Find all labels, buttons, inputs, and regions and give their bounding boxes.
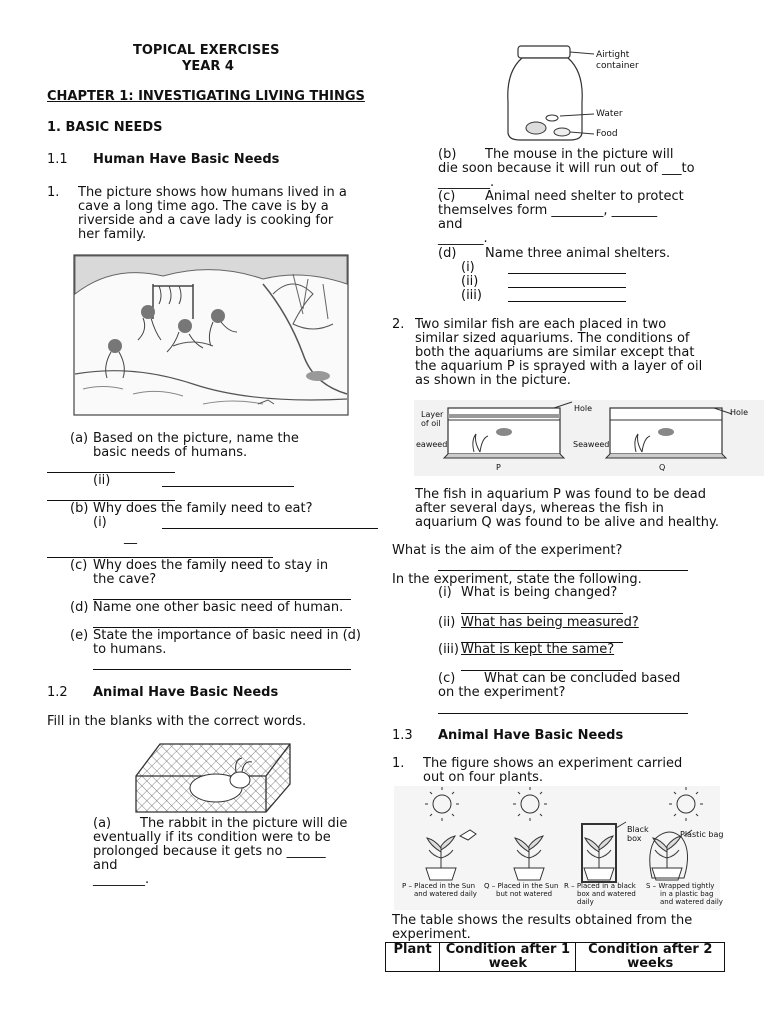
aquarium-label: Seaweed <box>573 440 610 449</box>
question-label: (d) <box>438 246 457 261</box>
question-text-line: riverside and a cave lady is cooking for <box>78 213 334 228</box>
question-text-line: prolonged because it gets no ______ <box>93 844 326 859</box>
paragraph-line: The table shows the results obtained from the <box>392 913 693 928</box>
plant-caption: box and watered <box>577 890 636 898</box>
jar-label: container <box>596 61 639 71</box>
question-text-line: The figure shows an experiment carried <box>423 756 683 771</box>
question-text: What is the aim of the experiment? <box>392 543 623 558</box>
question-text-line: to humans. <box>93 642 167 657</box>
question-text: Why does the family need to eat? <box>93 501 313 516</box>
subsection-number: 1.1 <box>47 152 68 167</box>
question-text-line: the aquarium P is sprayed with a layer of oil <box>415 359 703 374</box>
worksheet-title: TOPICAL EXERCISES <box>133 43 280 58</box>
question-text-line: her family. <box>78 227 147 242</box>
aquarium-label: eaweed <box>416 440 448 449</box>
answer-label: (i) <box>93 515 107 530</box>
question-text-line: cave a long time ago. The cave is by a <box>78 199 329 214</box>
question-text-line: The mouse in the picture will <box>485 147 674 162</box>
answer-line <box>508 301 626 302</box>
answer-line <box>162 486 294 487</box>
answer-line <box>508 287 626 288</box>
subsection-heading: Human Have Basic Needs <box>93 152 280 167</box>
question-text-line: both the aquariums are similar except that <box>415 345 695 360</box>
question-text-line: basic needs of humans. <box>93 445 248 460</box>
question-label: (a) <box>70 431 89 446</box>
chapter-heading: CHAPTER 1: INVESTIGATING LIVING THINGS <box>47 89 365 104</box>
subsection-number: 1.2 <box>47 685 68 700</box>
question-text: Name three animal shelters. <box>485 246 671 261</box>
plant-caption: and watered daily <box>414 890 477 898</box>
results-table <box>385 942 725 972</box>
question-text-line: The rabbit in the picture will die <box>140 816 348 831</box>
question-text: What is kept the same? <box>461 642 615 657</box>
question-text-line: ________. <box>93 872 150 887</box>
worksheet-subtitle: YEAR 4 <box>182 59 234 74</box>
question-text: Name one other basic need of human. <box>93 600 344 615</box>
question-text-line: Based on the picture, name the <box>93 431 299 446</box>
rabbit-cage-picture <box>132 736 296 816</box>
question-text-line: Animal need shelter to protect <box>485 189 684 204</box>
answer-line <box>438 570 688 571</box>
aquarium-label: P <box>496 463 501 472</box>
question-label: (c) <box>438 671 456 686</box>
question-label: (c) <box>70 558 88 573</box>
question-label: (e) <box>70 628 89 643</box>
question-text-line: State the importance of basic need in (d) <box>93 628 361 643</box>
question-text: In the experiment, state the following. <box>392 572 642 587</box>
answer-line <box>438 713 688 714</box>
answer-line <box>162 528 378 529</box>
question-label: (b) <box>438 147 457 162</box>
question-text-line: die soon because it will run out of ___to <box>438 161 695 176</box>
plant-label: Plastic bag <box>680 830 724 839</box>
answer-label: (ii) <box>438 615 456 630</box>
question-text: What is being changed? <box>461 585 618 600</box>
subsection-number: 1.3 <box>392 728 413 743</box>
question-label: (b) <box>70 501 89 516</box>
question-label: (a) <box>93 816 112 831</box>
plant-caption: P – Placed in the Sun <box>402 882 476 890</box>
jar-label: Airtight <box>596 50 630 60</box>
answer-label: (ii) <box>461 274 479 289</box>
jar-label: Water <box>596 109 623 119</box>
plant-caption: but not watered <box>496 890 553 898</box>
question-text-line: out on four plants. <box>423 770 544 785</box>
plant-caption: R – Placed in a black <box>564 882 636 890</box>
paragraph-line: The fish in aquarium P was found to be dead <box>415 487 706 502</box>
question-number: 1. <box>392 756 405 771</box>
answer-label: (iii) <box>438 642 459 657</box>
aquarium-label: Hole <box>574 404 593 413</box>
table-header-plant: Plant <box>386 943 440 972</box>
plant-caption: S – Wrapped tightly <box>646 882 715 890</box>
answer-line <box>93 669 351 670</box>
answer-label: (i) <box>461 260 475 275</box>
plant-caption: in a plastic bag <box>660 890 714 898</box>
answer-dash: __ <box>124 530 137 545</box>
instruction-text: Fill in the blanks with the correct words. <box>47 714 307 729</box>
mouse-jar-picture <box>500 42 660 144</box>
question-text-line: What can be concluded based <box>484 671 681 686</box>
question-text-line: themselves form ________, _______ <box>438 203 658 218</box>
question-text-line: as shown in the picture. <box>415 373 571 388</box>
plant-label: Black <box>627 825 649 834</box>
aquarium-label: Hole <box>730 408 749 417</box>
answer-label: (i) <box>438 585 452 600</box>
answer-label: (iii) <box>461 288 482 303</box>
plant-label: box <box>627 834 642 843</box>
answer-line <box>47 472 175 473</box>
table-header-week-1: Condition after 1 week <box>440 943 576 972</box>
aquarium-label: Layer <box>421 410 444 419</box>
question-text-line: Why does the family need to stay in <box>93 558 329 573</box>
question-text-line: and <box>438 217 463 232</box>
question-text-line: similar sized aquariums. The conditions of <box>415 331 690 346</box>
answer-line <box>461 613 623 614</box>
answer-label: (ii) <box>93 473 111 488</box>
question-text-line: Two similar fish are each placed in two <box>415 317 667 332</box>
answer-line <box>508 273 626 274</box>
subsection-heading: Animal Have Basic Needs <box>93 685 279 700</box>
cave-family-picture <box>73 254 349 416</box>
plant-caption: daily <box>577 898 594 906</box>
question-text-line: the cave? <box>93 572 157 587</box>
question-text-line: ________. <box>438 175 495 190</box>
aquarium-label: Q <box>659 463 666 472</box>
paragraph-line: after several days, whereas the fish in <box>415 501 664 516</box>
question-text-line: and <box>93 858 118 873</box>
table-header-week-2: Condition after 2 weeks <box>576 943 725 972</box>
table-header-row <box>386 943 725 972</box>
question-number: 1. <box>47 185 60 200</box>
subsection-heading: Animal Have Basic Needs <box>438 728 624 743</box>
question-label: (c) <box>438 189 456 204</box>
question-text-line: eventually if its condition were to be <box>93 830 331 845</box>
plant-caption: Q – Placed in the Sun <box>484 882 559 890</box>
jar-label: Food <box>596 129 618 139</box>
plant-caption: and watered daily <box>660 898 723 906</box>
aquarium-label: of oil <box>421 419 441 428</box>
question-text-line: on the experiment? <box>438 685 566 700</box>
paragraph-line: experiment. <box>392 927 471 942</box>
question-label: (d) <box>70 600 89 615</box>
question-number: 2. <box>392 317 405 332</box>
section-heading-basic-needs: 1. BASIC NEEDS <box>47 120 163 135</box>
question-text: What has being measured? <box>461 615 639 630</box>
paragraph-line: aquarium Q was found to be alive and healthy. <box>415 515 719 530</box>
question-text-line: The picture shows how humans lived in a <box>78 185 347 200</box>
question-text-line: _______. <box>438 231 488 246</box>
